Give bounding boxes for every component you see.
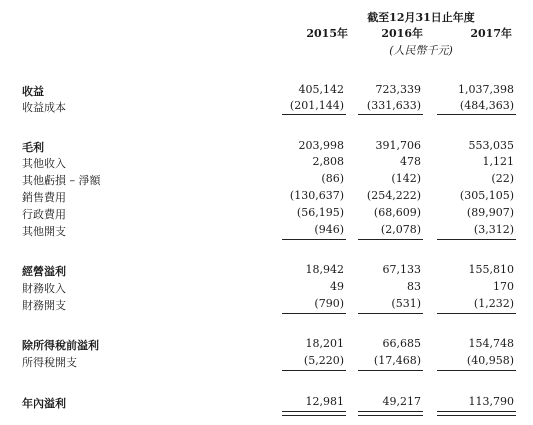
year-2016-heading: 2016年: [381, 27, 423, 40]
row-value: 391,706: [375, 139, 421, 152]
row-value: (790): [314, 297, 344, 310]
table-row: [0, 337, 533, 354]
row-label: 收益成本: [22, 101, 66, 114]
row-value: 478: [400, 155, 421, 168]
row-label: 其他收入: [22, 157, 66, 170]
row-value: 155,810: [468, 263, 514, 276]
row-value: 49: [330, 280, 344, 293]
row-label: 除所得稅前溢利: [22, 339, 99, 352]
unit-label: (人民幣千元): [389, 44, 453, 57]
row-value: 12,981: [305, 395, 344, 408]
subtotal-rule: [358, 313, 423, 314]
table-row: [0, 395, 533, 412]
subtotal-rule: [437, 313, 516, 314]
year-2015-heading: 2015年: [306, 27, 348, 40]
row-value: (142): [391, 172, 421, 185]
row-label: 銷售費用: [22, 191, 66, 204]
row-value: (305,105): [459, 189, 514, 202]
table-row: [0, 297, 533, 314]
total-double-rule: [437, 411, 516, 416]
table-row: [0, 83, 533, 100]
year-2017-heading: 2017年: [470, 27, 512, 40]
row-value: 170: [493, 280, 514, 293]
table-row: [0, 354, 533, 371]
row-value: 83: [407, 280, 421, 293]
row-value: (5,220): [303, 354, 344, 367]
row-value: 1,037,398: [458, 83, 514, 96]
subtotal-rule: [358, 370, 423, 371]
row-value: (484,363): [459, 99, 514, 112]
subtotal-rule: [282, 370, 346, 371]
row-label: 其他開支: [22, 225, 66, 238]
table-row: [0, 155, 533, 172]
row-value: (946): [314, 223, 344, 236]
subtotal-rule: [358, 239, 423, 240]
row-value: (68,609): [373, 206, 421, 219]
subtotal-rule: [437, 370, 516, 371]
row-value: (40,958): [466, 354, 514, 367]
row-value: 1,121: [482, 155, 514, 168]
subtotal-rule: [282, 313, 346, 314]
row-value: 18,201: [305, 337, 344, 350]
row-value: (130,637): [289, 189, 344, 202]
row-value: 66,685: [382, 337, 421, 350]
row-value: (56,195): [296, 206, 344, 219]
row-value: 405,142: [298, 83, 344, 96]
table-row: [0, 263, 533, 280]
subtotal-rule: [437, 239, 516, 240]
row-label: 所得稅開支: [22, 356, 77, 369]
row-label: 其他虧損 – 淨額: [22, 174, 101, 187]
subtotal-rule: [358, 114, 423, 115]
table-row: [0, 206, 533, 223]
row-value: 49,217: [382, 395, 421, 408]
row-value: 553,035: [468, 139, 514, 152]
row-label: 年內溢利: [22, 397, 66, 410]
row-value: 67,133: [382, 263, 421, 276]
row-value: 203,998: [298, 139, 344, 152]
row-label: 財務收入: [22, 282, 66, 295]
row-value: 154,748: [468, 337, 514, 350]
subtotal-rule: [437, 114, 516, 115]
row-value: (531): [391, 297, 421, 310]
row-value: 2,808: [312, 155, 344, 168]
total-double-rule: [358, 411, 423, 416]
row-value: (22): [491, 172, 514, 185]
row-value: (254,222): [366, 189, 421, 202]
row-label: 行政費用: [22, 208, 66, 221]
row-value: (2,078): [380, 223, 421, 236]
row-value: 723,339: [375, 83, 421, 96]
row-value: (17,468): [373, 354, 421, 367]
row-value: 18,942: [305, 263, 344, 276]
row-value: (86): [321, 172, 344, 185]
row-label: 毛利: [22, 141, 44, 154]
row-value: (3,312): [473, 223, 514, 236]
table-row: [0, 223, 533, 240]
table-row: [0, 139, 533, 156]
row-value: (331,633): [366, 99, 421, 112]
row-label: 收益: [22, 85, 44, 98]
row-label: 財務開支: [22, 299, 66, 312]
row-value: (89,907): [466, 206, 514, 219]
period-heading: 截至12月31日止年度: [367, 11, 475, 24]
subtotal-rule: [282, 239, 346, 240]
table-row: [0, 280, 533, 297]
table-row: [0, 189, 533, 206]
total-double-rule: [282, 411, 346, 416]
row-value: 113,790: [468, 395, 514, 408]
row-value: (1,232): [473, 297, 514, 310]
subtotal-rule: [282, 114, 346, 115]
row-label: 經營溢利: [22, 265, 66, 278]
row-value: (201,144): [289, 99, 344, 112]
table-row: [0, 172, 533, 189]
